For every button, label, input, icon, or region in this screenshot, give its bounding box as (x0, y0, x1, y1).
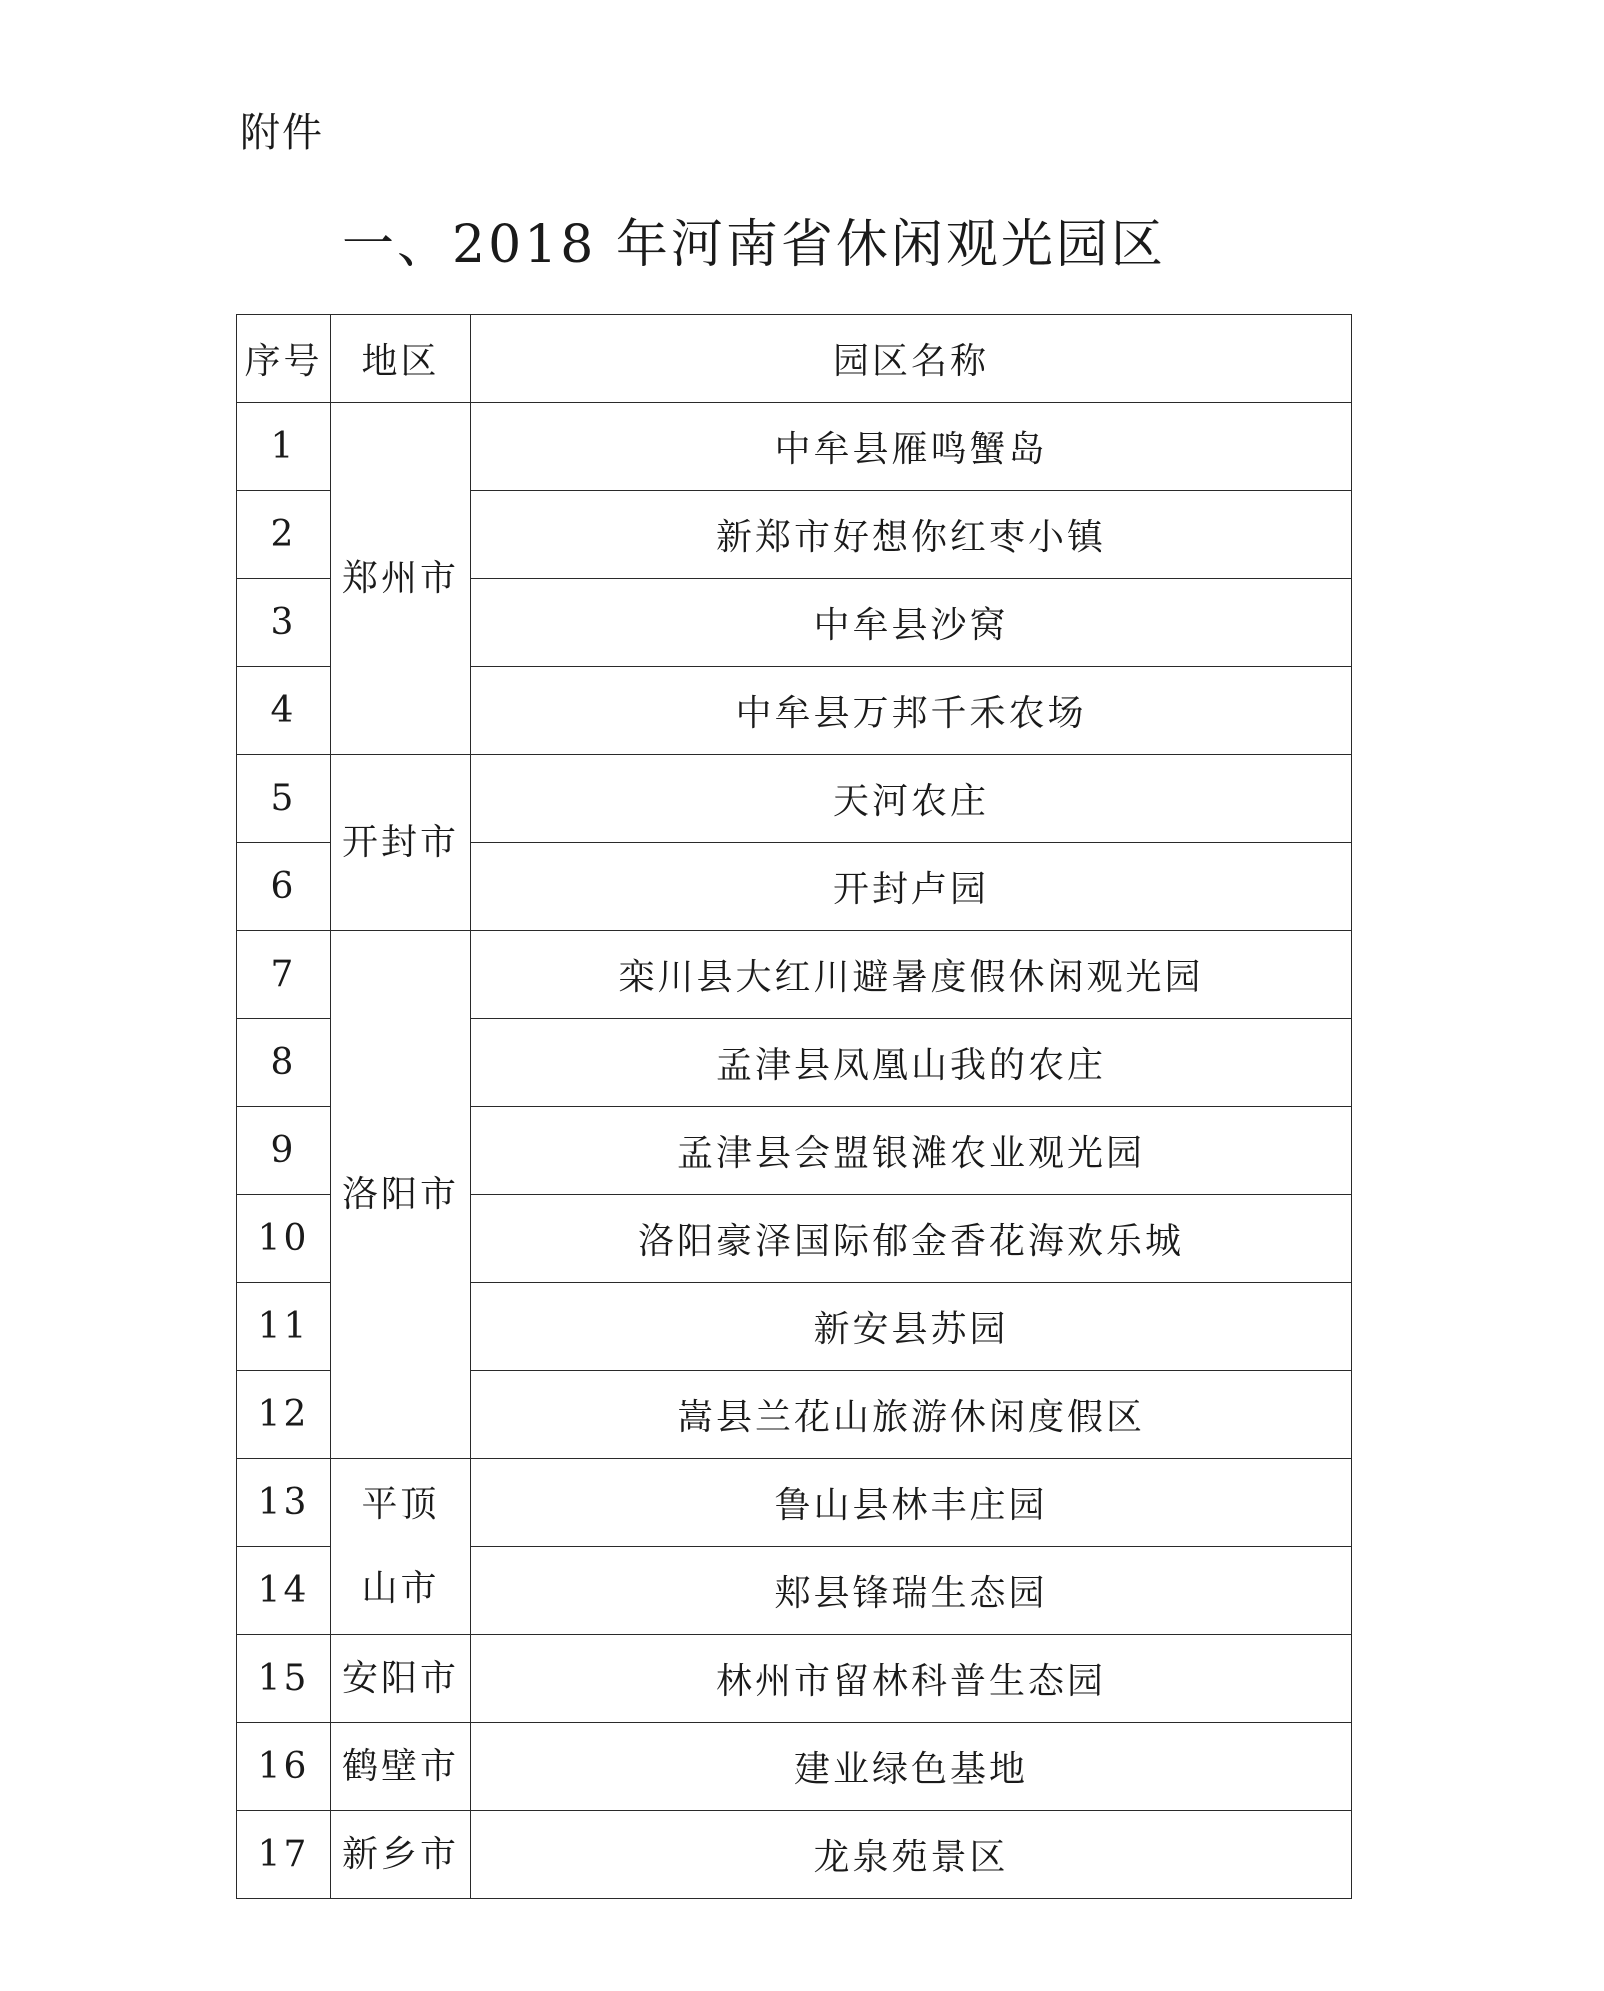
row-number: 2 (237, 491, 331, 579)
column-header-park-name: 园区名称 (471, 315, 1352, 403)
park-name: 开封卢园 (471, 843, 1352, 931)
table-row (237, 1723, 1352, 1811)
park-name: 孟津县会盟银滩农业观光园 (471, 1107, 1352, 1195)
park-name: 中牟县沙窝 (471, 579, 1352, 667)
park-name: 中牟县万邦千禾农场 (471, 667, 1352, 755)
region-cell: 新乡市 (331, 1811, 471, 1899)
row-number: 11 (237, 1283, 331, 1371)
region-cell: 鹤壁市 (331, 1723, 471, 1811)
row-number: 6 (237, 843, 331, 931)
row-number: 4 (237, 667, 331, 755)
table-row (237, 755, 1352, 843)
park-name: 龙泉苑景区 (471, 1811, 1352, 1899)
park-name: 洛阳豪泽国际郁金香花海欢乐城 (471, 1195, 1352, 1283)
region-cell: 开封市 (331, 755, 471, 931)
park-name: 新安县苏园 (471, 1283, 1352, 1371)
row-number: 7 (237, 931, 331, 1019)
row-number: 16 (237, 1723, 331, 1811)
row-number: 12 (237, 1371, 331, 1459)
region-cell: 洛阳市 (331, 931, 471, 1459)
park-name: 嵩县兰花山旅游休闲度假区 (471, 1371, 1352, 1459)
table-row (237, 931, 1352, 1019)
row-number: 1 (237, 403, 331, 491)
park-name: 新郑市好想你红枣小镇 (471, 491, 1352, 579)
row-number: 15 (237, 1635, 331, 1723)
park-name: 天河农庄 (471, 755, 1352, 843)
table-row (237, 1459, 1352, 1547)
row-number: 5 (237, 755, 331, 843)
attachment-label: 附件 (240, 110, 324, 156)
park-name: 鲁山县林丰庄园 (471, 1459, 1352, 1547)
row-number: 9 (237, 1107, 331, 1195)
table-row (237, 403, 1352, 491)
parks-table (236, 314, 1352, 1899)
row-number: 10 (237, 1195, 331, 1283)
region-cell: 安阳市 (331, 1635, 471, 1723)
row-number: 17 (237, 1811, 331, 1899)
column-header-region: 地区 (331, 315, 471, 403)
park-name: 孟津县凤凰山我的农庄 (471, 1019, 1352, 1107)
table-row (237, 1635, 1352, 1723)
park-name: 建业绿色基地 (471, 1723, 1352, 1811)
region-cell: 平顶山市 (331, 1459, 471, 1635)
park-name: 中牟县雁鸣蟹岛 (471, 403, 1352, 491)
table-body (237, 403, 1352, 1899)
table-row (237, 1811, 1352, 1899)
row-number: 13 (237, 1459, 331, 1547)
region-cell: 郑州市 (331, 403, 471, 755)
park-name: 林州市留林科普生态园 (471, 1635, 1352, 1723)
park-name: 郏县锋瑞生态园 (471, 1547, 1352, 1635)
park-name: 栾川县大红川避暑度假休闲观光园 (471, 931, 1352, 1019)
row-number: 3 (237, 579, 331, 667)
row-number: 8 (237, 1019, 331, 1107)
table-header-row (237, 315, 1352, 403)
column-header-number: 序号 (237, 315, 331, 403)
row-number: 14 (237, 1547, 331, 1635)
document-title: 一、2018 年河南省休闲观光园区 (342, 215, 1166, 275)
